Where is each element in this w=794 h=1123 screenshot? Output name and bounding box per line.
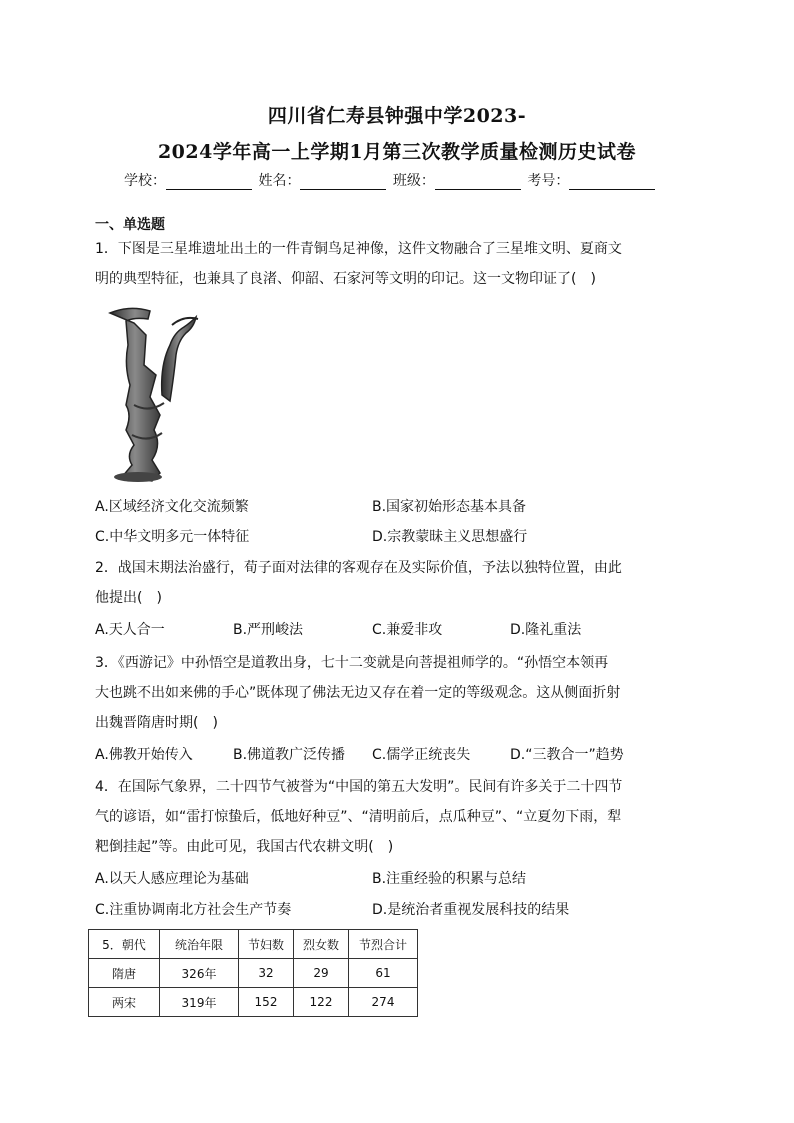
section-heading: 一、单选题 <box>95 217 165 233</box>
table-header-row <box>89 930 418 959</box>
q3-option-c: C.儒学正统丧失 <box>372 747 471 763</box>
table-header-cell: 烈女数 <box>294 930 349 959</box>
q2-option-d: D.隆礼重法 <box>510 622 582 638</box>
q2-option-c: C.兼爱非攻 <box>372 622 443 638</box>
q1-option-a: A.区域经济文化交流频繁 <box>95 499 249 515</box>
q2-option-b: B.严刑峻法 <box>233 622 304 638</box>
exam-title-line2: 2024学年高一上学期1月第三次教学质量检测历史试卷 <box>157 141 637 163</box>
dynasty-chastity-table <box>88 929 418 1017</box>
table-row <box>89 988 418 1017</box>
table-cell: 隋唐 <box>89 959 160 988</box>
q4-option-d: D.是统治者重视发展科技的结果 <box>372 902 570 918</box>
question-4: 4．在国际气象界，二十四节气被誉为“中国的第五大发明”。民间有许多关于二十四节 气的谚语，如“雷打惊蛰后，低地好种豆”、“清明前后，点瓜种豆”、“立夏勿下雨，犁 粑倒挂起”等。由此可见，我国古代农耕文明( ) <box>95 779 623 855</box>
table-header-cell: 统治年限 <box>160 930 239 959</box>
q4-option-c: C.注重协调南北方社会生产节奏 <box>95 902 292 918</box>
table-cell: 两宋 <box>89 988 160 1017</box>
table-cell: 32 <box>239 959 294 988</box>
table-cell: 29 <box>294 959 349 988</box>
q3-option-b: B.佛道教广泛传播 <box>233 747 346 763</box>
q1-option-d: D.宗教蒙昧主义思想盛行 <box>372 529 528 545</box>
school-field: 学校： <box>124 170 254 190</box>
table-cell: 152 <box>239 988 294 1017</box>
table-cell: 61 <box>349 959 418 988</box>
question-3: 3．《西游记》中孙悟空是道教出身，七十二变就是向菩提祖师学的。“孙悟空本领再 大也跳不出如来佛的手心”既体现了佛法无边又存在着一定的等级观念。这从侧面折射 出魏晋隋唐时期( ) <box>95 655 621 731</box>
student-info-row <box>124 170 657 190</box>
class-field: 班级： <box>393 170 523 190</box>
q4-option-b: B.注重经验的积累与总结 <box>372 871 527 887</box>
exam-title-line1: 四川省仁寿县钟强中学2023- <box>267 105 527 127</box>
q1-option-b: B.国家初始形态基本具备 <box>372 499 527 515</box>
table-cell: 326年 <box>160 959 239 988</box>
table-cell: 274 <box>349 988 418 1017</box>
name-field: 姓名： <box>258 170 388 190</box>
table-cell: 122 <box>294 988 349 1017</box>
table-header-cell: 节妇数 <box>239 930 294 959</box>
table-row <box>89 959 418 988</box>
question-1: 1．下图是三星堆遗址出土的一件青铜鸟足神像，这件文物融合了三星堆文明、夏商文 明的典型特征，也兼具了良渚、仰韶、石家河等文明的印记。这一文物印证了( ) <box>95 241 622 287</box>
table-cell: 319年 <box>160 988 239 1017</box>
q2-option-a: A.天人合一 <box>95 622 165 638</box>
exam-number-field: 考号： <box>527 170 657 190</box>
q4-option-a: A.以天人感应理论为基础 <box>95 871 249 887</box>
question-2: 2．战国末期法治盛行，荀子面对法律的客观存在及实际价值，予法以独特位置，由此 他提出( ) <box>95 560 622 606</box>
bronze-bird-foot-statue-image <box>104 305 204 485</box>
table-header-cell: 5．朝代 <box>89 930 160 959</box>
table-header-cell: 节烈合计 <box>349 930 418 959</box>
q3-option-a: A.佛教开始传入 <box>95 747 193 763</box>
q1-option-c: C.中华文明多元一体特征 <box>95 529 250 545</box>
q3-option-d: D.“三教合一”趋势 <box>510 747 624 763</box>
